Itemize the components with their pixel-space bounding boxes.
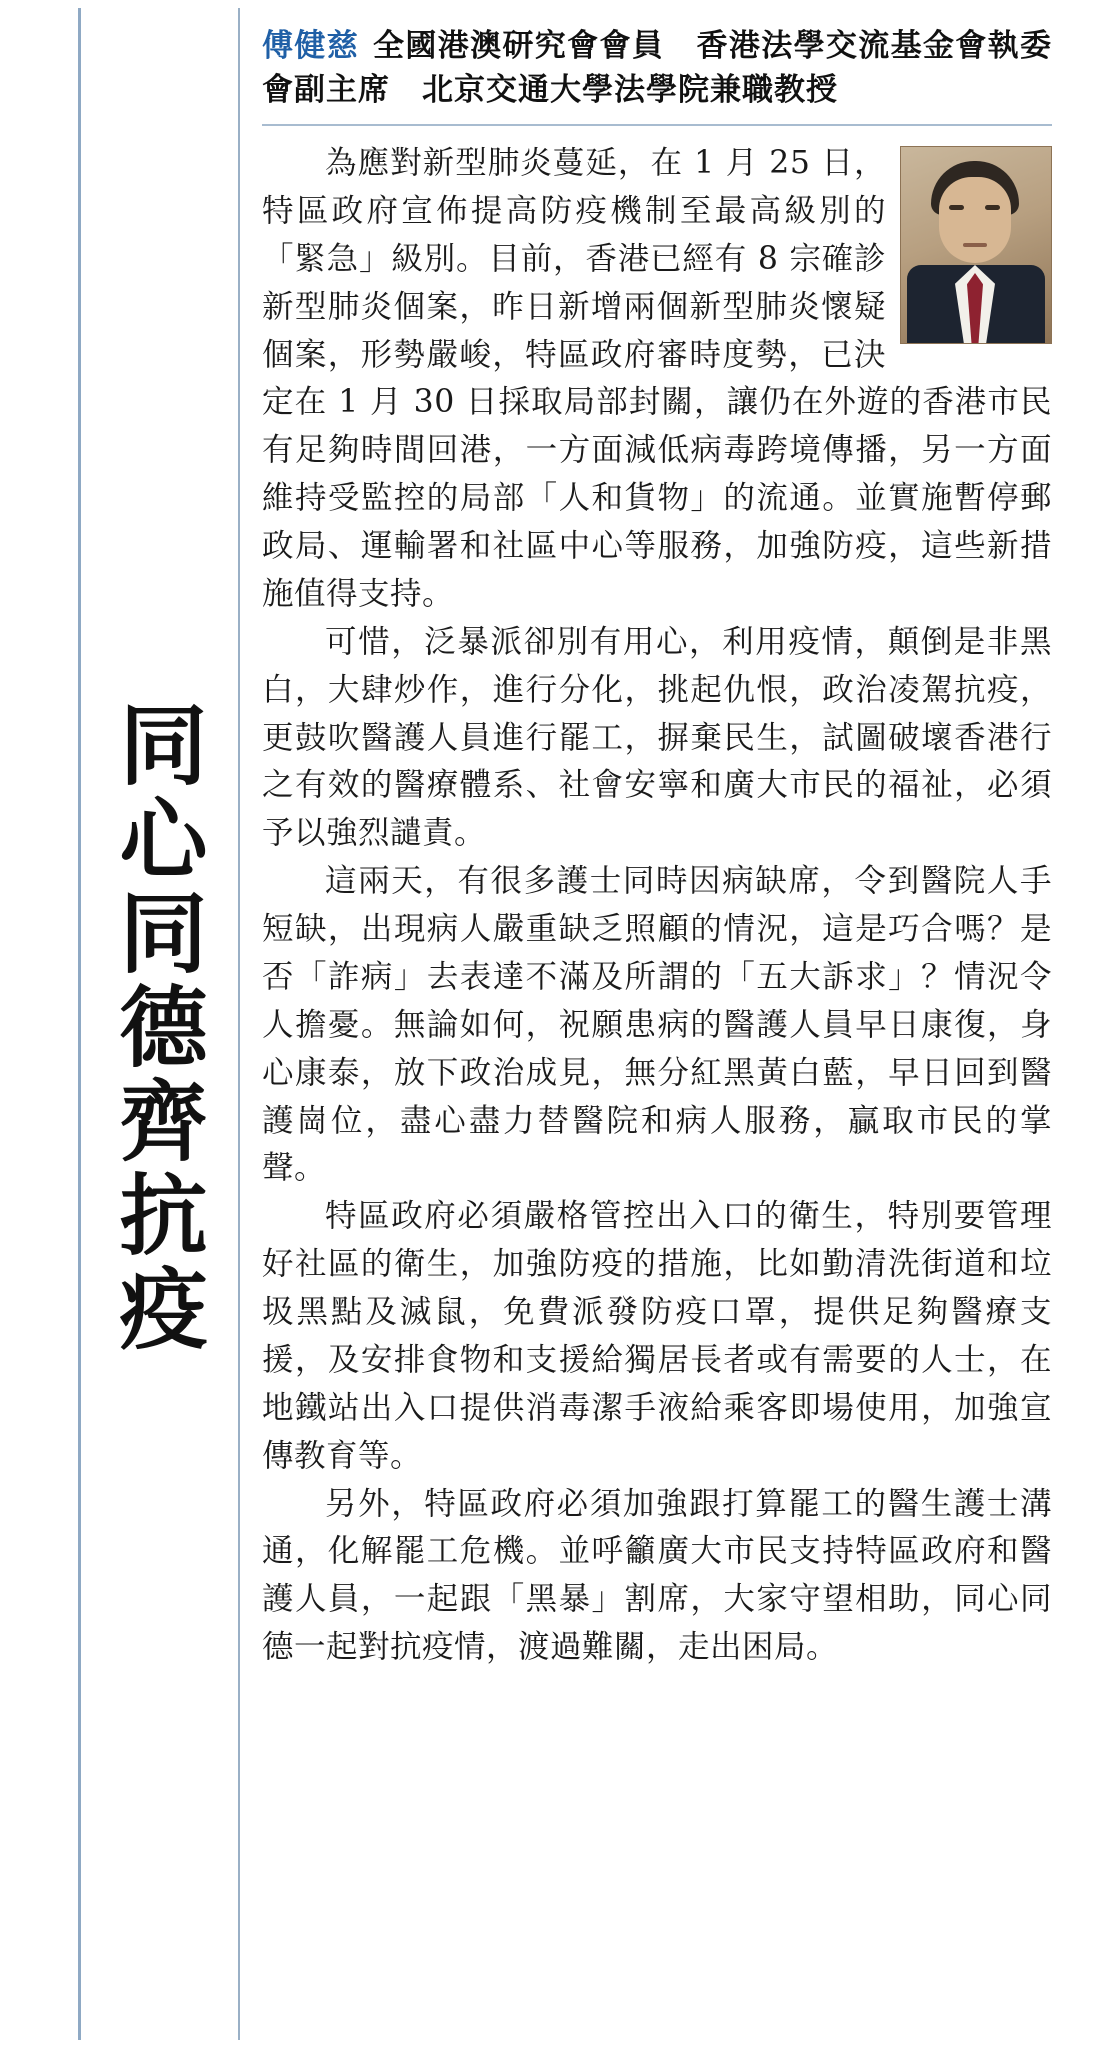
article-body [262, 24, 1052, 1672]
portrait-eye-right [985, 205, 1000, 210]
page-title: 同心同德齊抗疫 [105, 698, 210, 1357]
byline-divider [262, 124, 1052, 126]
portrait-eye-left [949, 205, 964, 210]
byline-author: 傅健慈 [262, 28, 360, 64]
paragraph: 為應對新型肺炎蔓延，在 1 月 25 日，特區政府宣佈提高防疫機制至最高級別的「緊急」級別。目前，香港已經有 8 宗確診新型肺炎個案，昨日新增兩個新型肺炎懷疑個案，形勢嚴峻，特區政府審時度勢，已決定在 1 月 30 日採取局部封關，讓仍在外遊的香港市民有足夠時間回港，一方面減低病毒跨境傳播，另一方面維持受監控的局部「人和貨物」的流通。並實施暫停郵政局、運輸署和社區中心等服務，加強防疫，這些新措施值得支持。 [262, 145, 1052, 612]
paragraph: 可惜，泛暴派卻別有用心，利用疫情，顛倒是非黑白，大肆炒作，進行分化，挑起仇恨，政治凌駕抗疫，更鼓吹醫護人員進行罷工，摒棄民生，試圖破壞香港行之有效的醫療體系、社會安寧和廣大市民的福祉，必須予以強烈譴責。 [262, 623, 1052, 852]
byline-titles: 全國港澳研究會會員 香港法學交流基金會執委會副主席 北京交通大學法學院兼職教授 [262, 28, 1053, 109]
paragraph: 這兩天，有很多護士同時因病缺席，令到醫院人手短缺，出現病人嚴重缺乏照顧的情況，這是巧合嗎？是否「詐病」去表達不滿及所謂的「五大訴求」？情況令人擔憂。無論如何，祝願患病的醫護人員早日康復，身心康泰，放下政治成見，無分紅黑黃白藍，早日回到醫護崗位，盡心盡力替醫院和病人服務，贏取市民的掌聲。 [262, 863, 1052, 1187]
left-vertical-rule [78, 8, 81, 2040]
headline-column [92, 0, 222, 2055]
column-divider-rule [238, 8, 240, 2040]
paragraph: 特區政府必須嚴格管控出入口的衛生，特別要管理好社區的衛生，加強防疫的措施，比如勤清洗街道和垃圾黑點及滅鼠，免費派發防疫口罩，提供足夠醫療支援，及安排食物和支援給獨居長者或有需要的人士，在地鐵站出入口提供消毒潔手液給乘客即場使用，加強宣傳教育等。 [262, 1198, 1052, 1474]
portrait-face [939, 177, 1011, 263]
author-portrait-image [900, 146, 1052, 344]
portrait-mouth [963, 243, 987, 247]
paragraph: 另外，特區政府必須加強跟打算罷工的醫生護士溝通，化解罷工危機。並呼籲廣大市民支持特區政府和醫護人員，一起跟「黑暴」割席，大家守望相助，同心同德一起對抗疫情，渡過難關，走出困局。 [262, 1485, 1052, 1666]
byline [262, 24, 1052, 112]
